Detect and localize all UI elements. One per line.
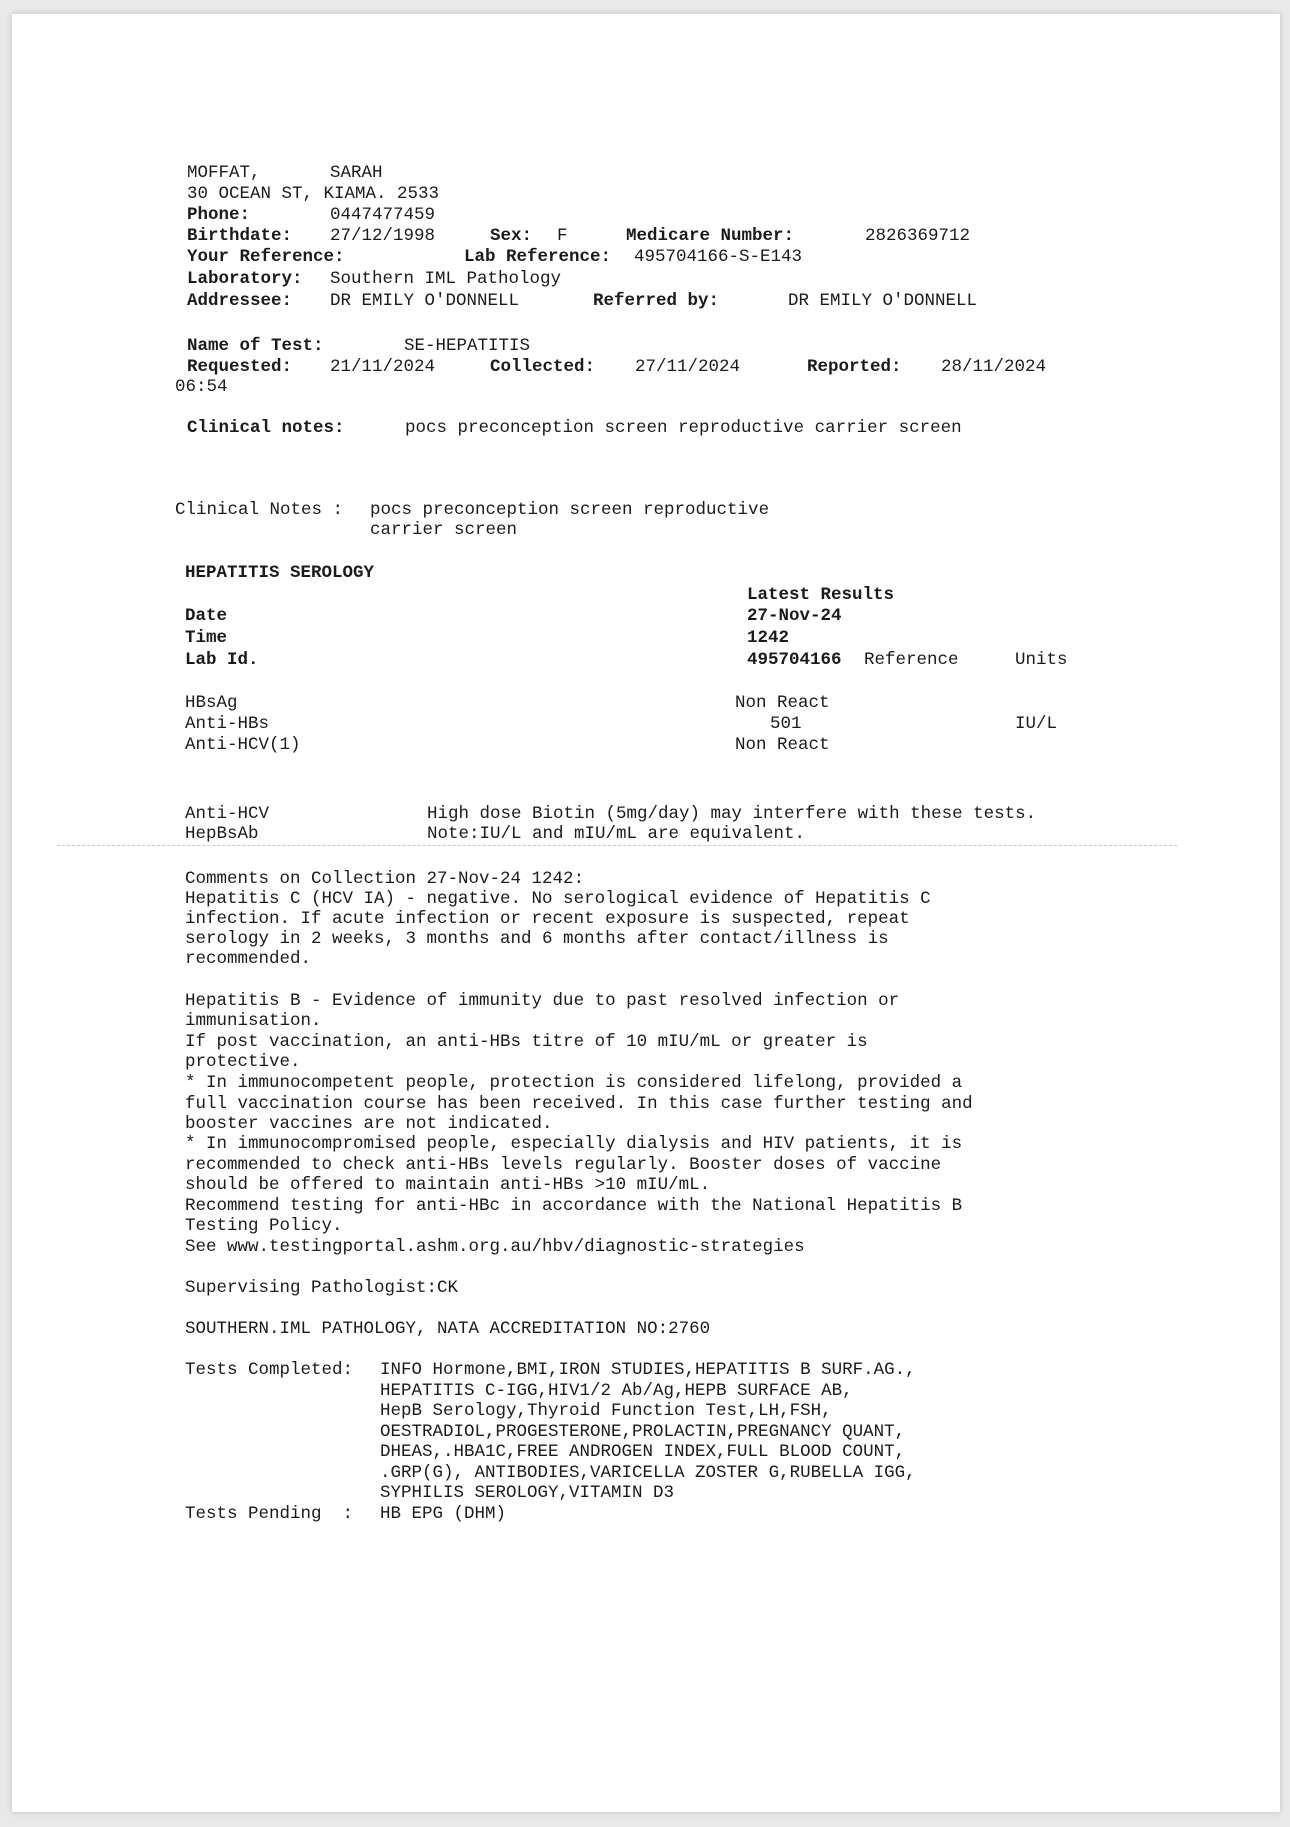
phone-label: Phone:: [187, 205, 251, 225]
reference-column-header: Reference: [864, 650, 959, 670]
result-test-name: Anti-HCV(1): [185, 735, 301, 755]
clinical-notes-label: Clinical notes:: [187, 418, 345, 438]
comment-line: Comments on Collection 27-Nov-24 1242:: [185, 869, 585, 889]
requested-value: 21/11/2024: [330, 357, 436, 377]
sex-label: Sex:: [490, 226, 533, 246]
laboratory-value: Southern IML Pathology: [330, 269, 562, 289]
tests-completed-line: INFO Hormone,BMI,IRON STUDIES,HEPATITIS B SURF.AG.,: [380, 1360, 916, 1380]
lab-id-label: Lab Id.: [185, 650, 259, 670]
section-title: HEPATITIS SEROLOGY: [185, 563, 375, 583]
lab-reference-value: 495704166-S-E143: [634, 247, 803, 267]
lab-reference-label: Lab Reference:: [464, 247, 612, 267]
tests-completed-line: HepB Serology,Thyroid Function Test,LH,FSH,: [380, 1401, 832, 1421]
collected-value: 27/11/2024: [635, 357, 741, 377]
referred-by-label: Referred by:: [593, 291, 720, 311]
patient-address: 30 OCEAN ST, KIAMA. 2533: [187, 184, 440, 204]
time-value: 1242: [747, 628, 790, 648]
tests-completed-line: .GRP(G), ANTIBODIES,VARICELLA ZOSTER G,RUBELLA IGG,: [380, 1463, 916, 1483]
addressee-value: DR EMILY O'DONNELL: [330, 291, 520, 311]
comment-line: recommended.: [185, 949, 312, 969]
collected-label: Collected:: [490, 357, 596, 377]
note-text: Note:IU/L and mIU/mL are equivalent.: [427, 824, 806, 844]
comment-line: serology in 2 weeks, 3 months and 6 months after contact/illness is: [185, 929, 889, 949]
comment-line: Recommend testing for anti-HBc in accordance with the National Hepatitis B: [185, 1196, 963, 1216]
time-label: Time: [185, 628, 228, 648]
clinical-notes-text-2b: carrier screen: [370, 520, 518, 540]
phone-value: 0447477459: [330, 205, 436, 225]
comment-line: recommended to check anti-HBs levels regularly. Booster doses of vaccine: [185, 1155, 942, 1175]
comment-line: * In immunocompromised people, especially dialysis and HIV patients, it is: [185, 1134, 963, 1154]
requested-label: Requested:: [187, 357, 293, 377]
tests-completed-line: OESTRADIOL,PROGESTERONE,PROLACTIN,PREGNANCY QUANT,: [380, 1422, 906, 1442]
lab-id-value: 495704166: [747, 650, 842, 670]
comment-line: full vaccination course has been received. In this case further testing and: [185, 1094, 973, 1114]
tests-pending-label: Tests Pending :: [185, 1504, 354, 1524]
result-test-name: Anti-HBs: [185, 714, 270, 734]
tests-completed-line: SYPHILIS SEROLOGY,VITAMIN D3: [380, 1483, 675, 1503]
note-label: HepBsAb: [185, 824, 259, 844]
comment-line: * In immunocompetent people, protection is considered lifelong, provided a: [185, 1073, 963, 1093]
reported-label: Reported:: [807, 357, 902, 377]
patient-given-name: SARAH: [330, 163, 383, 183]
clinical-notes-text: pocs preconception screen reproductive carrier screen: [405, 418, 962, 438]
comment-line: Hepatitis B - Evidence of immunity due to past resolved infection or: [185, 991, 900, 1011]
scan-fold-line: [57, 845, 1177, 846]
laboratory-label: Laboratory:: [187, 269, 303, 289]
comment-line: booster vaccines are not indicated.: [185, 1114, 553, 1134]
nata-accreditation: SOUTHERN.IML PATHOLOGY, NATA ACCREDITATION NO:2760: [185, 1319, 711, 1339]
test-name-label: Name of Test:: [187, 336, 324, 356]
referred-by-value: DR EMILY O'DONNELL: [788, 291, 978, 311]
date-label: Date: [185, 606, 228, 626]
reported-time: 06:54: [175, 377, 228, 397]
result-test-name: HBsAg: [185, 693, 238, 713]
note-label: Anti-HCV: [185, 804, 270, 824]
medicare-value: 2826369712: [865, 226, 971, 246]
sex-value: F: [557, 226, 568, 246]
comment-line: Testing Policy.: [185, 1216, 343, 1236]
birthdate-label: Birthdate:: [187, 226, 293, 246]
comment-line: should be offered to maintain anti-HBs >10 mIU/mL.: [185, 1175, 711, 1195]
supervising-pathologist: Supervising Pathologist:CK: [185, 1278, 459, 1298]
comment-line: protective.: [185, 1052, 301, 1072]
comment-line: infection. If acute infection or recent exposure is suspected, repeat: [185, 909, 910, 929]
comment-line: If post vaccination, an anti-HBs titre of 10 mIU/mL or greater is: [185, 1032, 868, 1052]
patient-surname: MOFFAT,: [187, 163, 261, 183]
clinical-notes-text-2a: pocs preconception screen reproductive: [370, 500, 770, 520]
clinical-notes-label-2: Clinical Notes :: [175, 500, 344, 520]
addressee-label: Addressee:: [187, 291, 293, 311]
test-name-value: SE-HEPATITIS: [404, 336, 531, 356]
your-reference-label: Your Reference:: [187, 247, 345, 267]
birthdate-value: 27/12/1998: [330, 226, 436, 246]
units-column-header: Units: [1015, 650, 1068, 670]
result-units: IU/L: [1015, 714, 1058, 734]
latest-results-label: Latest Results: [747, 585, 895, 605]
date-value: 27-Nov-24: [747, 606, 842, 626]
result-value: 501: [770, 714, 802, 734]
tests-pending-value: HB EPG (DHM): [380, 1504, 507, 1524]
report-page: [12, 14, 1280, 1812]
note-text: High dose Biotin (5mg/day) may interfere with these tests.: [427, 804, 1037, 824]
tests-completed-line: DHEAS,.HBA1C,FREE ANDROGEN INDEX,FULL BLOOD COUNT,: [380, 1442, 906, 1462]
comment-line: Hepatitis C (HCV IA) - negative. No serological evidence of Hepatitis C: [185, 889, 931, 909]
reported-value: 28/11/2024: [941, 357, 1047, 377]
tests-completed-line: HEPATITIS C-IGG,HIV1/2 Ab/Ag,HEPB SURFACE AB,: [380, 1381, 853, 1401]
result-value: Non React: [735, 693, 830, 713]
result-value: Non React: [735, 735, 830, 755]
tests-completed-label: Tests Completed:: [185, 1360, 354, 1380]
comment-line: immunisation.: [185, 1011, 322, 1031]
comment-line: See www.testingportal.ashm.org.au/hbv/diagnostic-strategies: [185, 1237, 805, 1257]
medicare-label: Medicare Number:: [626, 226, 795, 246]
